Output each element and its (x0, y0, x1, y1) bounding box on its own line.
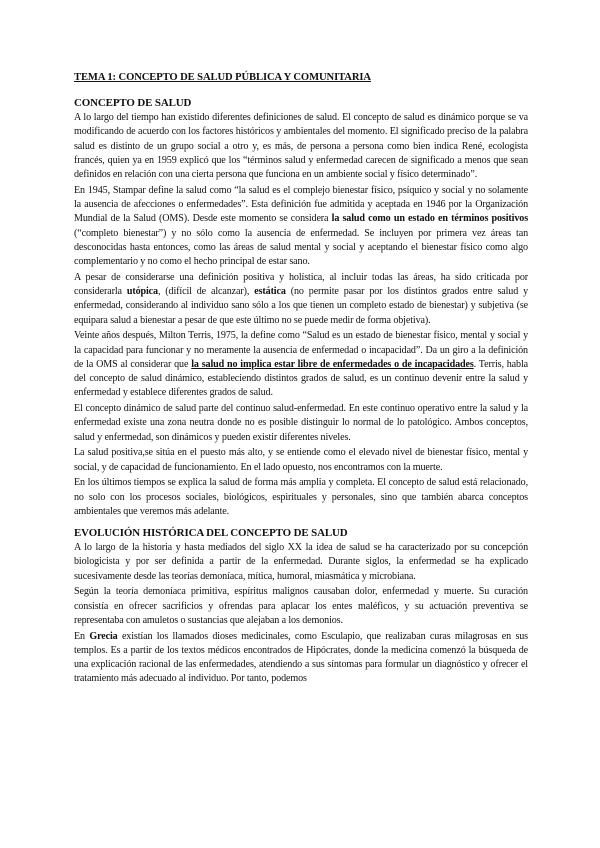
paragraph: A lo largo de la historia y hasta mediados del siglo XX la idea de salud se ha caracterizado por su concepción biologicista y por ser definida a partir de la enfermedad. Durante siglos, la enfermedad se ha explicado sucesivamente desde las teorías demoníaca, mítica, humoral, miasmática y microbiana. (74, 542, 528, 582)
document-body (74, 72, 528, 688)
paragraph: A pesar de considerarse una definición positiva y holística, al incluir todas las áreas, ha sido criticada por considerarla utópica, (difícil de alcanzar), estática (no permite pasar por los distintos grados entre salud y enfermedad, considerando al individuo sano sólo a los que tienen un completo estado de bienestar) y subjetiva (se equipara salud a bienestar a pesar de que este último no se puede medir de forma objetiva). (74, 271, 529, 326)
paragraph: En 1945, Stampar define la salud como “la salud es el complejo bienestar físico, psíquico y social y no solamente la ausencia de afecciones o enfermedades”. Esta definición fue admitida y aceptada en 1946 por la Organización Mundial de la Salud (OMS). Desde este momento se considera la salud como un estado en términos positivos (“completo bienestar”) y no sólo como la ausencia de enfermedad. Se incluyen por primera vez áreas tan desconocidas hasta entonces, como las áreas de salud mental y social y aceptando el bienestar físico como algo complementario y no como el hecho principal de estar sano. (74, 184, 528, 267)
paragraph: En los últimos tiempos se explica la salud de forma más amplia y completa. El concepto de salud está relacionado, no solo con los procesos sociales, biológicos, espirituales y personales, sino que también abarca conceptos ambientales que veremos más adelante. (74, 477, 528, 517)
paragraph: En Grecia existían los llamados dioses medicinales, como Esculapio, que realizaban curas milagrosas en sus templos. Es a partir de los textos médicos encontrados de Hipócrates, donde la medicina comenzó la búsqueda de una explicación racional de las enfermedades, atendiendo a sus síntomas para formular un diagnóstico y ofrecer el tratamiento más adecuado al individuo. Por tanto, podemos (74, 630, 528, 685)
paragraph: La salud positiva,se sitúa en el puesto más alto, y se entiende como el elevado nivel de bienestar físico, mental y social, y de capacidad de funcionamiento. En el lado opuesto, nos encontramos con la muerte. (74, 447, 528, 473)
document-title: TEMA 1: CONCEPTO DE SALUD PÚBLICA Y COMUNITARIA (74, 72, 371, 83)
section-title-concepto: CONCEPTO DE SALUD (74, 97, 192, 109)
bold-emphasis: estática (254, 286, 286, 297)
bold-emphasis: Grecia (89, 630, 118, 642)
paragraph: Según la teoría demoníaca primitiva, espíritus malignos causaban dolor, enfermedad y muerte. Su curación consistía en ofrecer sacrificios y ofrendas para aplacar los entes maléficos, y su actuación preventiva se representaba con amuletos o sustancias que alejaban a los demonios. (74, 586, 528, 626)
bold-underlined-emphasis: la salud no implica estar libre de enfermedades o de incapacidades (191, 358, 474, 370)
bold-emphasis: utópica (126, 286, 158, 297)
paragraph: Veinte años después, Milton Terris, 1975, la define como “Salud es un estado de bienestar físico, mental y social y la capacidad para funcionar y no meramente la ausencia de enfermedad o incapacidad”. Da un giro a la definición de la OMS al considerar que la salud no implica estar libre de enfermedades o de incapacidades. Terris, habla del concepto de salud dinámico, estableciendo distintos grados de salud, es un continuo devenir entre la salud y enfermedad y establece diferentes grados de salud. (74, 330, 528, 399)
section-title-evolucion: EVOLUCIÓN HISTÓRICA DEL CONCEPTO DE SALUD (74, 527, 348, 539)
bold-emphasis: la salud como un estado en términos positivos (331, 213, 528, 225)
paragraph: El concepto dinámico de salud parte del continuo salud-enfermedad. En este continuo operativo entre la salud y la enfermedad existe una zona neutra donde no es posible distinguir lo normal de lo patológico. Ambos conceptos, salud y enfermedad, son dinámicos y pueden existir diferentes niveles. (74, 403, 528, 443)
paragraph: A lo largo del tiempo han existido diferentes definiciones de salud. El concepto de salud es dinámico porque se va modificando de acuerdo con los factores históricos y ambientales del momento. El significado preciso de la palabra salud es distinto de un grupo social a otro y, es más, de persona a persona como bien indica René, ecologista francés, quien ya en 1959 explicó que los “términos salud y enfermedad carecen de significado a menos que sean definidos en relación con una cierta persona que funciona en un ambiente social y físico determinado”. (74, 112, 528, 180)
